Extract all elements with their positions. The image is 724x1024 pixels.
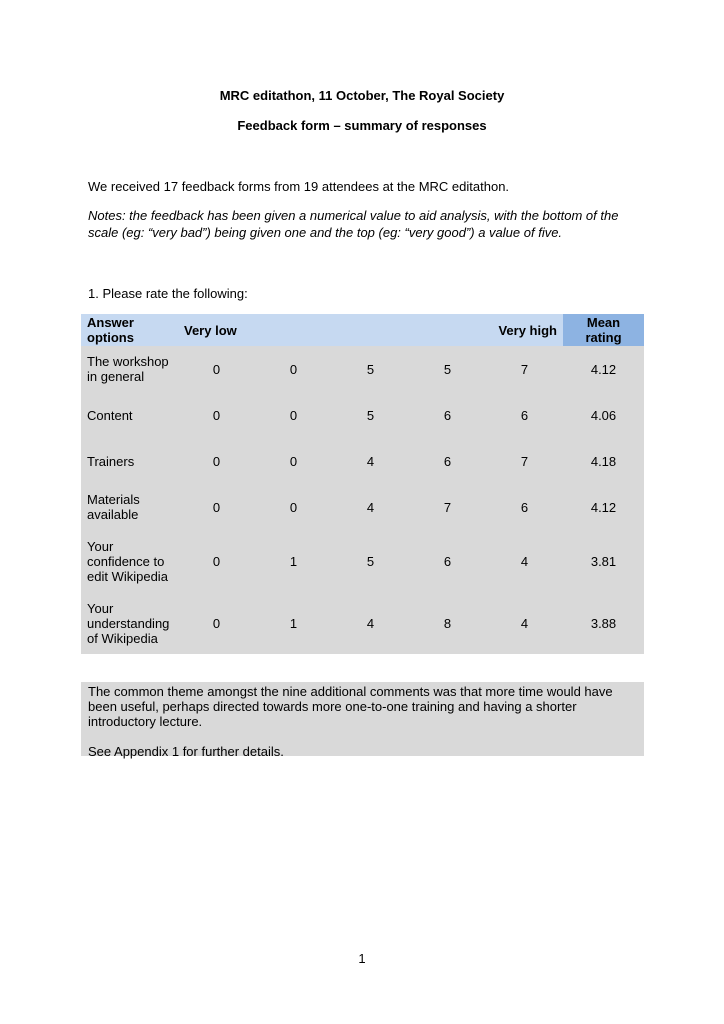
header-very-high: Very high (498, 322, 557, 338)
comments-box (81, 682, 644, 759)
cell-value: 0 (212, 553, 221, 569)
cell-value: 0 (212, 407, 221, 423)
row-label: Materials available (87, 492, 140, 522)
header-very-low: Very low (184, 322, 237, 338)
cell-value: 6 (520, 499, 529, 515)
table-row (81, 438, 644, 484)
cell-value: 4 (366, 615, 375, 631)
table-row (81, 484, 644, 530)
row-label: Content (87, 407, 133, 423)
cell-value: 0 (289, 361, 298, 377)
table-row (81, 346, 644, 392)
intro-text: We received 17 feedback forms from 19 attendees at the MRC editathon. (88, 179, 510, 194)
cell-value: 6 (443, 453, 452, 469)
row-label: The workshop in general (87, 354, 169, 384)
cell-value: 8 (443, 615, 452, 631)
cell-value: 0 (289, 453, 298, 469)
cell-value: 4 (520, 615, 529, 631)
cell-value: 5 (366, 407, 375, 423)
cell-mean: 4.06 (590, 407, 617, 423)
document-subtitle: Feedback form – summary of responses (237, 118, 487, 133)
document-title: MRC editathon, 11 October, The Royal Society (219, 88, 505, 103)
cell-value: 5 (366, 553, 375, 569)
cell-mean: 3.81 (590, 553, 617, 569)
cell-value: 7 (520, 361, 529, 377)
question-label: 1. Please rate the following: (88, 286, 248, 301)
cell-mean: 4.12 (590, 361, 617, 377)
cell-value: 4 (366, 499, 375, 515)
cell-value: 7 (443, 499, 452, 515)
cell-value: 0 (212, 615, 221, 631)
cell-value: 0 (212, 453, 221, 469)
table-header-row (81, 314, 644, 346)
cell-value: 6 (443, 407, 452, 423)
cell-value: 1 (289, 615, 298, 631)
cell-value: 6 (443, 553, 452, 569)
cell-mean: 3.88 (590, 615, 617, 631)
cell-value: 4 (520, 553, 529, 569)
cell-value: 0 (289, 407, 298, 423)
cell-value: 0 (289, 499, 298, 515)
table-row (81, 530, 644, 592)
cell-value: 6 (520, 407, 529, 423)
cell-value: 5 (366, 361, 375, 377)
comments-text: The common theme amongst the nine additional comments was that more time would have been useful, perhaps directed towards more one-to-one training and having a shorter introductory lecture. (88, 684, 613, 729)
header-answer-options: Answer options (87, 315, 134, 345)
row-label: Your understanding of Wikipedia (87, 600, 170, 646)
cell-mean: 4.18 (590, 453, 617, 469)
cell-mean: 4.12 (590, 499, 617, 515)
cell-value: 7 (520, 453, 529, 469)
row-label: Your confidence to edit Wikipedia (87, 538, 168, 584)
cell-value: 0 (212, 499, 221, 515)
page-number: 1 (358, 951, 366, 966)
table-row (81, 392, 644, 438)
cell-value: 1 (289, 553, 298, 569)
cell-value: 4 (366, 453, 375, 469)
table-row (81, 592, 644, 654)
header-mean-rating: Mean rating (563, 314, 644, 346)
cell-value: 0 (212, 361, 221, 377)
cell-value: 5 (443, 361, 452, 377)
notes-text: Notes: the feedback has been given a numerical value to aid analysis, with the bottom of the scale (eg: “very bad”) being given one and the top (eg: “very good”) a value of five. (88, 208, 619, 240)
see-appendix-text: See Appendix 1 for further details. (88, 744, 284, 759)
ratings-table (81, 314, 644, 654)
row-label: Trainers (87, 453, 135, 469)
